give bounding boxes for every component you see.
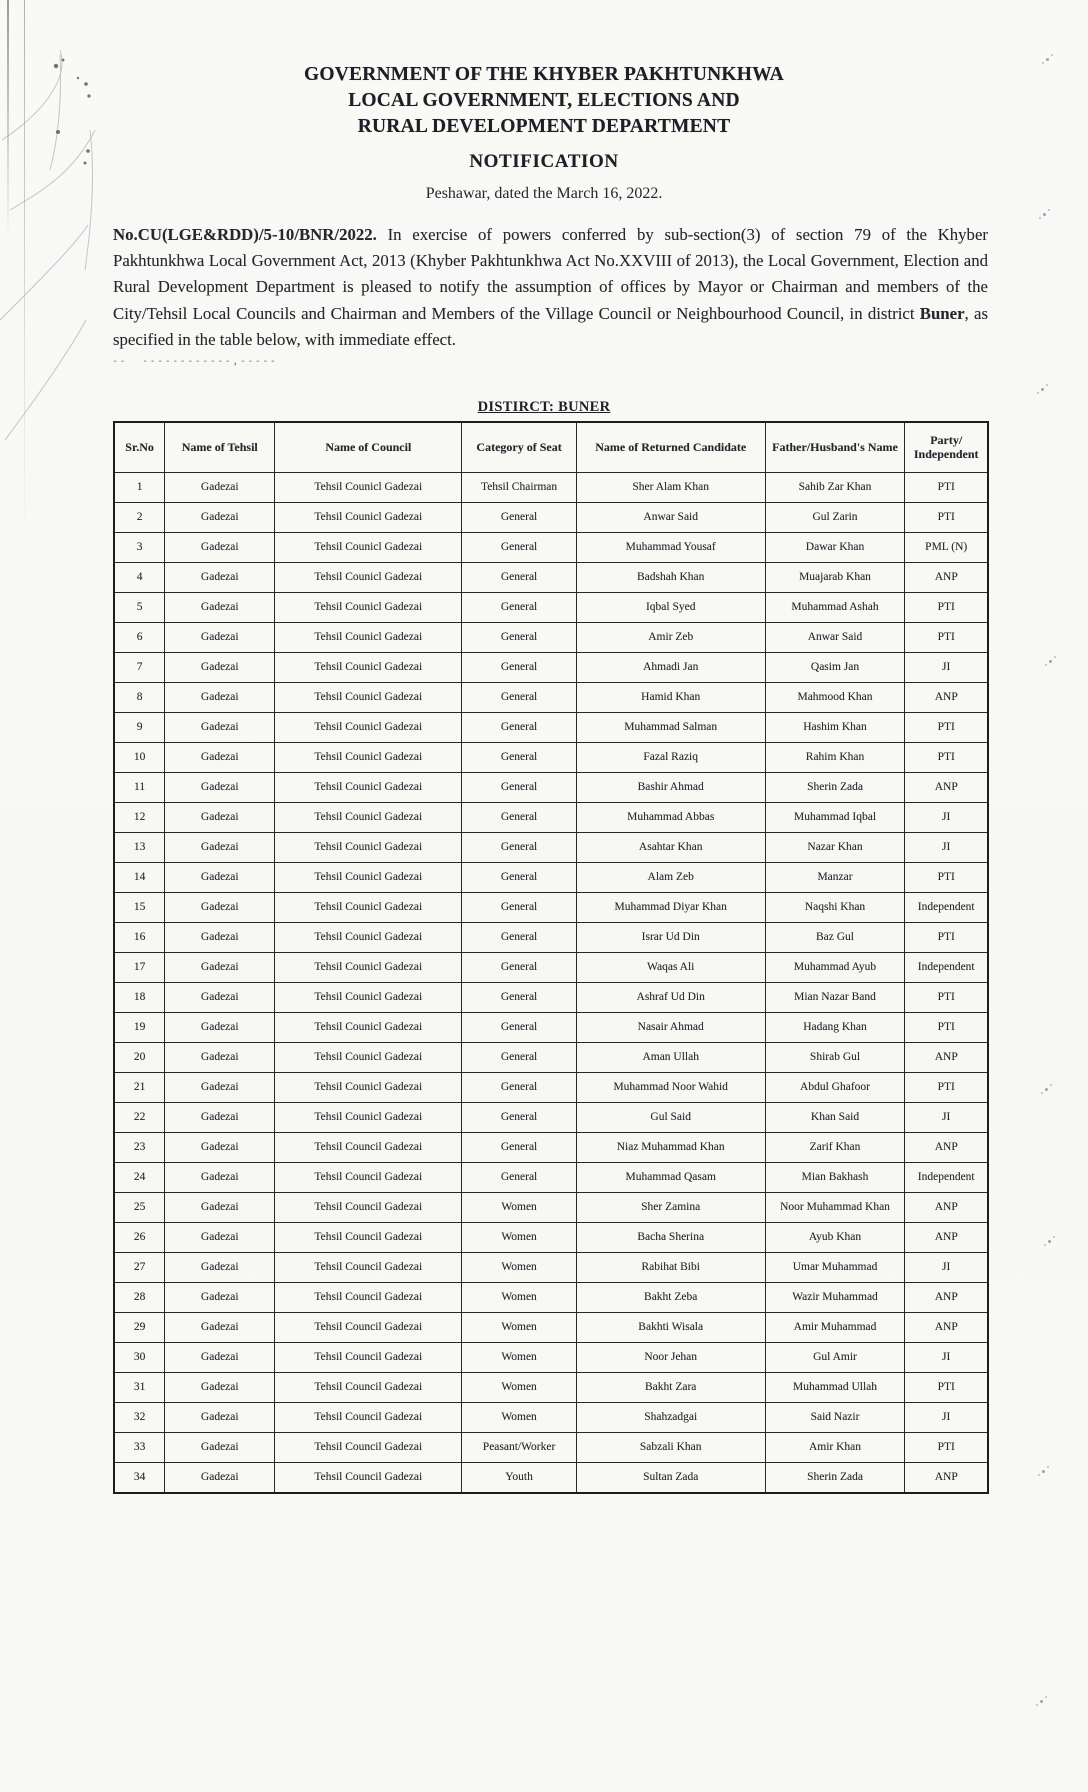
cell-council: Tehsil Counicl Gadezai (275, 1073, 462, 1103)
cell-council: Tehsil Counicl Gadezai (275, 503, 462, 533)
cell-father-husband-name: Said Nazir (765, 1403, 905, 1433)
cell-category: Peasant/Worker (462, 1433, 576, 1463)
cell-sr-no: 4 (114, 563, 165, 593)
cell-father-husband-name: Hadang Khan (765, 1013, 905, 1043)
cell-sr-no: 11 (114, 773, 165, 803)
cell-category: General (462, 1103, 576, 1133)
cell-council: Tehsil Counicl Gadezai (275, 863, 462, 893)
table-row (114, 1043, 988, 1073)
cell-council: Tehsil Council Gadezai (275, 1133, 462, 1163)
cell-party: PTI (905, 503, 988, 533)
cell-council: Tehsil Counicl Gadezai (275, 713, 462, 743)
cell-sr-no: 32 (114, 1403, 165, 1433)
table-row (114, 743, 988, 773)
cell-council: Tehsil Council Gadezai (275, 1313, 462, 1343)
cell-party: ANP (905, 563, 988, 593)
cell-candidate: Muhammad Diyar Khan (576, 893, 765, 923)
cell-father-husband-name: Dawar Khan (765, 533, 905, 563)
cell-category: General (462, 863, 576, 893)
cell-party: PTI (905, 983, 988, 1013)
cell-candidate: Bakhti Wisala (576, 1313, 765, 1343)
cell-sr-no: 20 (114, 1043, 165, 1073)
cell-father-husband-name: Mahmood Khan (765, 683, 905, 713)
table-row (114, 1313, 988, 1343)
cell-tehsil: Gadezai (165, 1313, 275, 1343)
cell-tehsil: Gadezai (165, 1163, 275, 1193)
cell-tehsil: Gadezai (165, 1193, 275, 1223)
cell-candidate: Muhammad Qasam (576, 1163, 765, 1193)
cell-candidate: Sher Alam Khan (576, 473, 765, 503)
cell-father-husband-name: Muhammad Ayub (765, 953, 905, 983)
cell-category: General (462, 1163, 576, 1193)
table-row (114, 593, 988, 623)
cell-father-husband-name: Mian Bakhash (765, 1163, 905, 1193)
cell-candidate: Ahmadi Jan (576, 653, 765, 683)
table-row (114, 1343, 988, 1373)
cell-category: General (462, 1073, 576, 1103)
column-header-candidate: Name of Returned Candidate (576, 422, 765, 473)
cell-tehsil: Gadezai (165, 983, 275, 1013)
cell-father-husband-name: Zarif Khan (765, 1133, 905, 1163)
cell-party: PTI (905, 923, 988, 953)
cell-council: Tehsil Council Gadezai (275, 1253, 462, 1283)
returned-candidates-table (113, 421, 989, 1494)
cell-candidate: Alam Zeb (576, 863, 765, 893)
cell-party: JI (905, 1403, 988, 1433)
cell-sr-no: 1 (114, 473, 165, 503)
department-title-line-2: LOCAL GOVERNMENT, ELECTIONS AND (348, 90, 740, 111)
cell-tehsil: Gadezai (165, 1403, 275, 1433)
cell-father-husband-name: Sherin Zada (765, 1463, 905, 1494)
cell-father-husband-name: Amir Khan (765, 1433, 905, 1463)
cell-candidate: Fazal Raziq (576, 743, 765, 773)
cell-council: Tehsil Council Gadezai (275, 1163, 462, 1193)
cell-tehsil: Gadezai (165, 953, 275, 983)
cell-party: PTI (905, 593, 988, 623)
cell-sr-no: 26 (114, 1223, 165, 1253)
cell-category: General (462, 923, 576, 953)
cell-council: Tehsil Counicl Gadezai (275, 1043, 462, 1073)
table-row (114, 713, 988, 743)
cell-sr-no: 25 (114, 1193, 165, 1223)
cell-sr-no: 17 (114, 953, 165, 983)
cell-party: ANP (905, 1283, 988, 1313)
table-row (114, 1403, 988, 1433)
cell-council: Tehsil Counicl Gadezai (275, 893, 462, 923)
table-row (114, 653, 988, 683)
table-row (114, 1193, 988, 1223)
cell-category: General (462, 893, 576, 923)
cell-tehsil: Gadezai (165, 1253, 275, 1283)
cell-candidate: Muhammad Noor Wahid (576, 1073, 765, 1103)
cell-candidate: Sultan Zada (576, 1463, 765, 1494)
cell-candidate: Israr Ud Din (576, 923, 765, 953)
cell-party: PTI (905, 713, 988, 743)
cell-father-husband-name: Hashim Khan (765, 713, 905, 743)
cell-party: PTI (905, 743, 988, 773)
cell-sr-no: 15 (114, 893, 165, 923)
cell-candidate: Muhammad Abbas (576, 803, 765, 833)
cell-sr-no: 22 (114, 1103, 165, 1133)
cell-council: Tehsil Council Gadezai (275, 1223, 462, 1253)
cell-party: JI (905, 1343, 988, 1373)
column-header-father-husband-name: Father/Husband's Name (765, 422, 905, 473)
table-row (114, 953, 988, 983)
cell-party: ANP (905, 1313, 988, 1343)
cell-sr-no: 13 (114, 833, 165, 863)
cell-tehsil: Gadezai (165, 683, 275, 713)
cell-party: PTI (905, 1433, 988, 1463)
table-row (114, 1073, 988, 1103)
table-row (114, 863, 988, 893)
cell-father-husband-name: Gul Amir (765, 1343, 905, 1373)
date-line: Peshawar, dated the March 16, 2022. (425, 185, 663, 202)
cell-sr-no: 6 (114, 623, 165, 653)
cell-candidate: Muhammad Salman (576, 713, 765, 743)
cell-party: PML (N) (905, 533, 988, 563)
cell-sr-no: 9 (114, 713, 165, 743)
cell-candidate: Nasair Ahmad (576, 1013, 765, 1043)
cell-council: Tehsil Council Gadezai (275, 1433, 462, 1463)
cell-tehsil: Gadezai (165, 533, 275, 563)
cell-tehsil: Gadezai (165, 1013, 275, 1043)
cell-tehsil: Gadezai (165, 743, 275, 773)
cell-category: Women (462, 1253, 576, 1283)
cell-father-husband-name: Sherin Zada (765, 773, 905, 803)
table-row (114, 1253, 988, 1283)
cell-tehsil: Gadezai (165, 1073, 275, 1103)
cell-sr-no: 16 (114, 923, 165, 953)
department-title-line-1: GOVERNMENT OF THE KHYBER PAKHTUNKHWA (304, 64, 784, 85)
cell-tehsil: Gadezai (165, 773, 275, 803)
table-row (114, 893, 988, 923)
cell-category: Women (462, 1283, 576, 1313)
cell-category: General (462, 623, 576, 653)
cell-council: Tehsil Counicl Gadezai (275, 623, 462, 653)
cell-father-husband-name: Ayub Khan (765, 1223, 905, 1253)
cell-party: ANP (905, 1193, 988, 1223)
cell-sr-no: 3 (114, 533, 165, 563)
cell-candidate: Bakht Zara (576, 1373, 765, 1403)
table-row (114, 833, 988, 863)
cell-candidate: Iqbal Syed (576, 593, 765, 623)
cell-tehsil: Gadezai (165, 1043, 275, 1073)
scan-speckle (1043, 213, 1046, 216)
cell-council: Tehsil Counicl Gadezai (275, 773, 462, 803)
cell-sr-no: 21 (114, 1073, 165, 1103)
cell-category: Women (462, 1313, 576, 1343)
cell-candidate: Bakht Zeba (576, 1283, 765, 1313)
cell-tehsil: Gadezai (165, 1373, 275, 1403)
table-row (114, 563, 988, 593)
cell-category: General (462, 1013, 576, 1043)
cell-tehsil: Gadezai (165, 473, 275, 503)
cell-category: General (462, 533, 576, 563)
cell-candidate: Sabzali Khan (576, 1433, 765, 1463)
table-row (114, 1373, 988, 1403)
cell-father-husband-name: Muhammad Iqbal (765, 803, 905, 833)
cell-tehsil: Gadezai (165, 1433, 275, 1463)
cell-council: Tehsil Council Gadezai (275, 1343, 462, 1373)
table-row (114, 803, 988, 833)
cell-party: ANP (905, 1223, 988, 1253)
cell-father-husband-name: Khan Said (765, 1103, 905, 1133)
paragraph-body-text: In exercise of powers conferred by sub-section(3) of section 79 of the Khyber Pakhtunkhwa Local Government Act, 2013 (Khyber Pakhtunkhwa Act No.XXVIII of 2013), the Local Government, Election and Rural Development Department is pleased to notify the assumption of offices by Mayor or Chairman and members of the City/Tehsil Local Councils and Chairman and Members of the Village Council or Neighbourhood Council, in district (113, 225, 988, 323)
cell-candidate: Ashraf Ud Din (576, 983, 765, 1013)
cell-category: General (462, 653, 576, 683)
cell-candidate: Amir Zeb (576, 623, 765, 653)
table-row (114, 1463, 988, 1494)
cell-category: General (462, 683, 576, 713)
cell-council: Tehsil Counicl Gadezai (275, 803, 462, 833)
cell-category: Women (462, 1193, 576, 1223)
cell-candidate: Niaz Muhammad Khan (576, 1133, 765, 1163)
cell-party: PTI (905, 473, 988, 503)
reference-number: No.CU(LGE&RDD)/5-10/BNR/2022. (113, 225, 377, 244)
cell-party: JI (905, 1253, 988, 1283)
cell-father-husband-name: Gul Zarin (765, 503, 905, 533)
cell-sr-no: 8 (114, 683, 165, 713)
cell-council: Tehsil Counicl Gadezai (275, 833, 462, 863)
table-row (114, 1433, 988, 1463)
cell-category: Women (462, 1223, 576, 1253)
cell-sr-no: 7 (114, 653, 165, 683)
cell-party: JI (905, 833, 988, 863)
notification-heading: NOTIFICATION (469, 151, 619, 172)
scan-speckle (1040, 1700, 1043, 1703)
cell-category: General (462, 803, 576, 833)
cell-council: Tehsil Counicl Gadezai (275, 1013, 462, 1043)
cell-council: Tehsil Counicl Gadezai (275, 563, 462, 593)
column-header-category: Category of Seat (462, 422, 576, 473)
table-row (114, 983, 988, 1013)
cell-category: General (462, 743, 576, 773)
cell-category: General (462, 563, 576, 593)
table-row (114, 1163, 988, 1193)
table-row (114, 1133, 988, 1163)
cell-tehsil: Gadezai (165, 653, 275, 683)
cell-tehsil: Gadezai (165, 1133, 275, 1163)
cell-council: Tehsil Counicl Gadezai (275, 983, 462, 1013)
cell-candidate: Rabihat Bibi (576, 1253, 765, 1283)
cell-party: Independent (905, 1163, 988, 1193)
cell-category: General (462, 1133, 576, 1163)
cell-party: PTI (905, 623, 988, 653)
table-row (114, 1283, 988, 1313)
cell-category: Women (462, 1373, 576, 1403)
cell-category: Youth (462, 1463, 576, 1494)
cell-category: General (462, 1043, 576, 1073)
cell-sr-no: 5 (114, 593, 165, 623)
cell-sr-no: 28 (114, 1283, 165, 1313)
cell-party: PTI (905, 1073, 988, 1103)
cell-category: Women (462, 1343, 576, 1373)
cell-tehsil: Gadezai (165, 803, 275, 833)
cell-father-husband-name: Umar Muhammad (765, 1253, 905, 1283)
scan-speckle (1049, 660, 1052, 663)
cell-candidate: Sher Zamina (576, 1193, 765, 1223)
cell-council: Tehsil Council Gadezai (275, 1403, 462, 1433)
cell-party: PTI (905, 1373, 988, 1403)
cell-tehsil: Gadezai (165, 1223, 275, 1253)
scan-speckle (1041, 388, 1044, 391)
cell-council: Tehsil Counicl Gadezai (275, 1103, 462, 1133)
cell-candidate: Asahtar Khan (576, 833, 765, 863)
cell-sr-no: 10 (114, 743, 165, 773)
table-row (114, 1103, 988, 1133)
cell-candidate: Waqas Ali (576, 953, 765, 983)
cell-father-husband-name: Rahim Khan (765, 743, 905, 773)
cell-party: Independent (905, 953, 988, 983)
cell-council: Tehsil Counicl Gadezai (275, 473, 462, 503)
cell-father-husband-name: Amir Muhammad (765, 1313, 905, 1343)
cell-tehsil: Gadezai (165, 833, 275, 863)
cell-candidate: Muhammad Yousaf (576, 533, 765, 563)
cell-council: Tehsil Council Gadezai (275, 1193, 462, 1223)
cell-party: JI (905, 653, 988, 683)
cell-tehsil: Gadezai (165, 593, 275, 623)
paragraph-body-text-end: , as specified in the table below, with immediate effect. (113, 303, 989, 349)
cell-category: General (462, 833, 576, 863)
cell-candidate: Anwar Said (576, 503, 765, 533)
scan-speckle (1042, 1470, 1045, 1473)
cell-sr-no: 2 (114, 503, 165, 533)
cell-party: PTI (905, 863, 988, 893)
cell-father-husband-name: Muajarab Khan (765, 563, 905, 593)
cell-candidate: Hamid Khan (576, 683, 765, 713)
cell-tehsil: Gadezai (165, 563, 275, 593)
table-row (114, 773, 988, 803)
cell-party: ANP (905, 683, 988, 713)
cell-tehsil: Gadezai (165, 713, 275, 743)
table-title: DISTIRCT: BUNER (477, 399, 611, 416)
department-title-line-3: RURAL DEVELOPMENT DEPARTMENT (357, 116, 731, 137)
cell-father-husband-name: Mian Nazar Band (765, 983, 905, 1013)
cell-category: General (462, 773, 576, 803)
table-row (114, 1013, 988, 1043)
table-row (114, 623, 988, 653)
cell-category: General (462, 953, 576, 983)
cell-candidate: Gul Said (576, 1103, 765, 1133)
table-row (114, 923, 988, 953)
cell-sr-no: 31 (114, 1373, 165, 1403)
cell-council: Tehsil Counicl Gadezai (275, 923, 462, 953)
table-body (114, 473, 988, 1494)
cell-council: Tehsil Counicl Gadezai (275, 743, 462, 773)
column-header-tehsil: Name of Tehsil (165, 422, 275, 473)
cell-candidate: Aman Ullah (576, 1043, 765, 1073)
cell-candidate: Bacha Sherina (576, 1223, 765, 1253)
cell-sr-no: 23 (114, 1133, 165, 1163)
cell-sr-no: 14 (114, 863, 165, 893)
column-header-sr-no: Sr.No (114, 422, 165, 473)
cell-father-husband-name: Nazar Khan (765, 833, 905, 863)
scan-speckle (1046, 58, 1049, 61)
cell-party: PTI (905, 1013, 988, 1043)
cell-father-husband-name: Baz Gul (765, 923, 905, 953)
cell-party: ANP (905, 1043, 988, 1073)
cell-sr-no: 12 (114, 803, 165, 833)
cell-party: ANP (905, 1133, 988, 1163)
cell-father-husband-name: Qasim Jan (765, 653, 905, 683)
cell-father-husband-name: Manzar (765, 863, 905, 893)
cell-tehsil: Gadezai (165, 893, 275, 923)
cell-council: Tehsil Counicl Gadezai (275, 953, 462, 983)
column-header-council: Name of Council (275, 422, 462, 473)
cell-candidate: Badshah Khan (576, 563, 765, 593)
scan-speckle (1048, 1240, 1051, 1243)
paper-crease-marks (0, 20, 280, 540)
cell-sr-no: 30 (114, 1343, 165, 1373)
cell-party: ANP (905, 1463, 988, 1494)
cell-category: Women (462, 1403, 576, 1433)
cell-sr-no: 18 (114, 983, 165, 1013)
cell-father-husband-name: Wazir Muhammad (765, 1283, 905, 1313)
column-header-party: Party/ Independent (905, 422, 988, 473)
cell-tehsil: Gadezai (165, 1343, 275, 1373)
cell-sr-no: 24 (114, 1163, 165, 1193)
cell-father-husband-name: Noor Muhammad Khan (765, 1193, 905, 1223)
cell-party: ANP (905, 773, 988, 803)
cell-category: General (462, 503, 576, 533)
cell-party: JI (905, 1103, 988, 1133)
cell-tehsil: Gadezai (165, 623, 275, 653)
cell-tehsil: Gadezai (165, 1283, 275, 1313)
cell-father-husband-name: Muhammad Ashah (765, 593, 905, 623)
scan-speckle (1045, 1088, 1048, 1091)
cell-council: Tehsil Counicl Gadezai (275, 593, 462, 623)
cell-father-husband-name: Anwar Said (765, 623, 905, 653)
cell-council: Tehsil Council Gadezai (275, 1373, 462, 1403)
cell-sr-no: 27 (114, 1253, 165, 1283)
cell-tehsil: Gadezai (165, 1463, 275, 1494)
cell-tehsil: Gadezai (165, 1103, 275, 1133)
cell-council: Tehsil Council Gadezai (275, 1283, 462, 1313)
cell-tehsil: Gadezai (165, 863, 275, 893)
cell-tehsil: Gadezai (165, 503, 275, 533)
cell-father-husband-name: Abdul Ghafoor (765, 1073, 905, 1103)
cell-sr-no: 33 (114, 1433, 165, 1463)
cell-candidate: Noor Jehan (576, 1343, 765, 1373)
cell-tehsil: Gadezai (165, 923, 275, 953)
cell-party: JI (905, 803, 988, 833)
cell-council: Tehsil Council Gadezai (275, 1463, 462, 1494)
cell-party: Independent (905, 893, 988, 923)
cell-category: General (462, 713, 576, 743)
cell-sr-no: 29 (114, 1313, 165, 1343)
cell-candidate: Bashir Ahmad (576, 773, 765, 803)
district-name-bold: Buner (919, 303, 965, 323)
cell-sr-no: 34 (114, 1463, 165, 1494)
cell-council: Tehsil Counicl Gadezai (275, 653, 462, 683)
cell-father-husband-name: Shirab Gul (765, 1043, 905, 1073)
table-row (114, 683, 988, 713)
cell-council: Tehsil Counicl Gadezai (275, 533, 462, 563)
cell-category: Tehsil Chairman (462, 473, 576, 503)
table-row (114, 1223, 988, 1253)
faded-dash-marks: -- ------------,----- (112, 356, 278, 367)
cell-council: Tehsil Counicl Gadezai (275, 683, 462, 713)
cell-category: General (462, 983, 576, 1013)
cell-father-husband-name: Sahib Zar Khan (765, 473, 905, 503)
cell-father-husband-name: Muhammad Ullah (765, 1373, 905, 1403)
cell-candidate: Shahzadgai (576, 1403, 765, 1433)
cell-father-husband-name: Naqshi Khan (765, 893, 905, 923)
cell-category: General (462, 593, 576, 623)
cell-sr-no: 19 (114, 1013, 165, 1043)
